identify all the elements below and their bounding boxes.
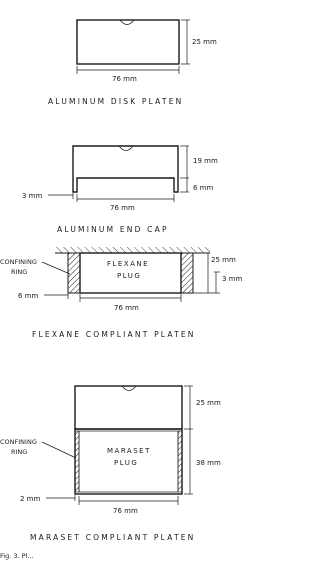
ground-hatch [55,247,210,253]
end-cap-panel [22,146,218,234]
maraset-lower-dim: 38 mm [196,459,221,467]
end-cap-body [73,146,178,192]
maraset-width-dim: 76 mm [113,507,138,515]
flexane-plug-label-1: FLEXANE [107,260,150,268]
disk-width-dim: 76 mm [112,75,137,83]
maraset-ring-dim: 2 mm [20,495,41,503]
flexane-plug-label-2: PLUG [117,272,142,280]
maraset-ring-leader [42,442,76,458]
figure-label: Fig. 3. Pl... [0,552,34,560]
maraset-plug-label-1: MARASET [107,447,151,455]
maraset-plug-label-2: PLUG [114,459,139,467]
end-cap-caption: ALUMINUM END CAP [57,225,169,234]
maraset-ring-left [75,431,79,492]
disk-height-dim: 25 mm [192,38,217,46]
flexane-ring-leader [42,262,70,274]
flexane-ring-right [181,253,193,293]
flexane-panel [0,247,242,339]
flexane-ring-dim: 6 mm [18,292,39,300]
maraset-upper-dim: 25 mm [196,399,221,407]
end-cap-lip-dim: 6 mm [193,184,214,192]
flexane-ring-label-2: RING [11,268,28,276]
end-cap-height-dim: 19 mm [193,157,218,165]
flexane-caption: FLEXANE COMPLIANT PLATEN [32,330,196,339]
maraset-ring-label-2: RING [11,448,28,456]
end-cap-width-dim: 76 mm [110,204,135,212]
maraset-caption: MARASET COMPLIANT PLATEN [30,533,196,542]
flexane-ring-label-1: CONFINING [0,258,37,266]
flexane-width-dim: 76 mm [114,304,139,312]
disk-caption: ALUMINUM DISK PLATEN [48,97,184,106]
disk-platen-panel [48,20,217,106]
maraset-upper-block [75,386,182,429]
maraset-ring-right [178,431,182,492]
disk-platen-body [77,20,179,64]
maraset-panel [0,386,221,542]
flexane-step-dim: 3 mm [222,275,243,283]
flexane-height-dim: 25 mm [211,256,236,264]
maraset-ring-label-1: CONFINING [0,438,37,446]
end-cap-wall-dim: 3 mm [22,192,43,200]
flexane-ring-left [68,253,80,293]
